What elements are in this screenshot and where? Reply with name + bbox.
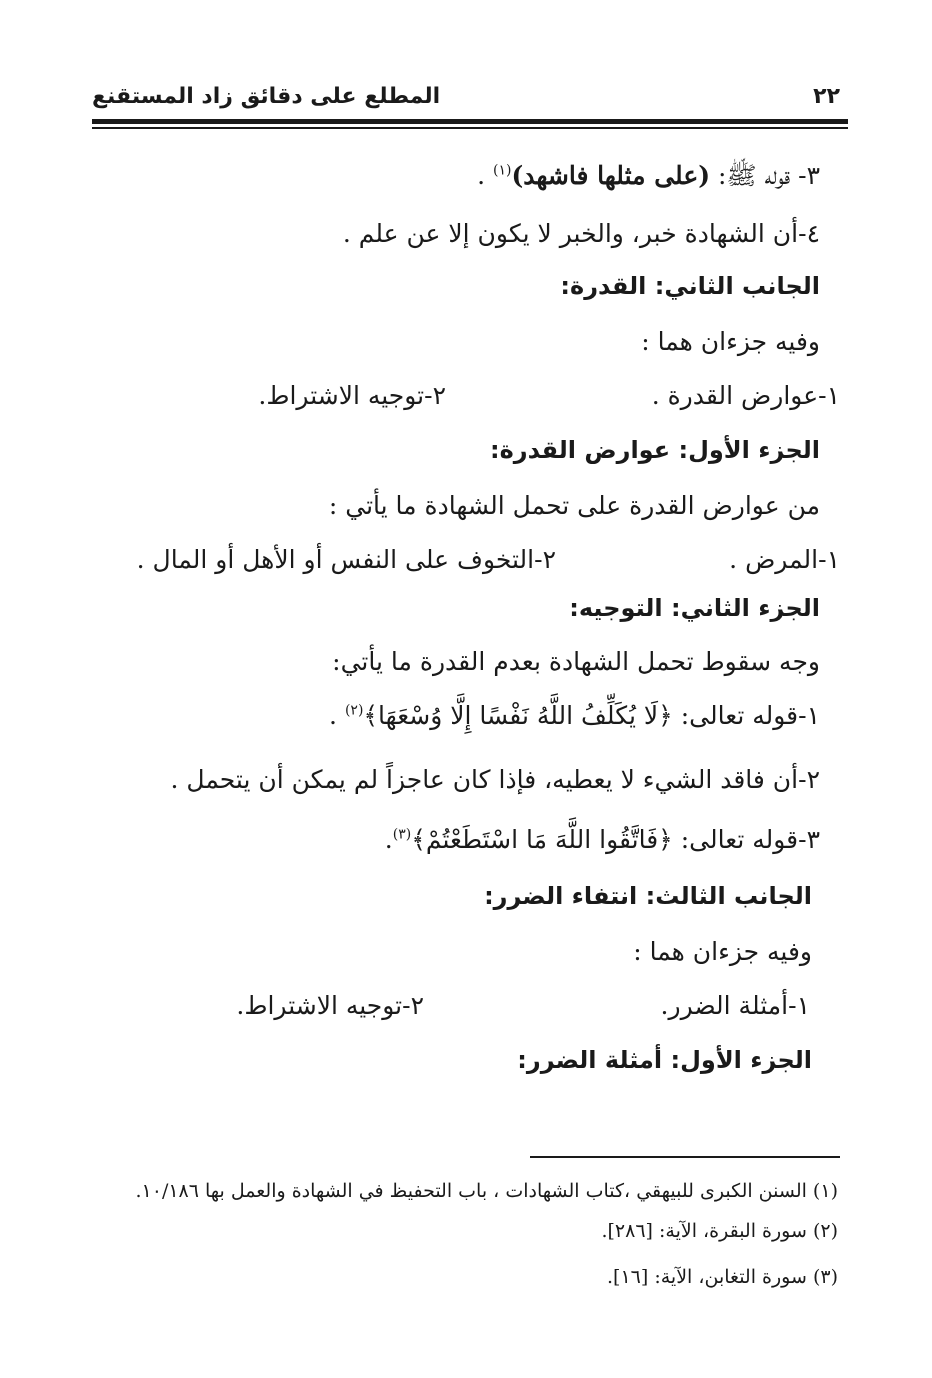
footnote-ref-3: (٣)	[392, 826, 412, 843]
tawjih-3-verse: ﴿فَاتَّقُوا اللَّهَ مَا اسْتَطَعْتُمْ﴾	[411, 825, 673, 854]
tawjih-1-prefix: ١-قوله تعالى:	[672, 701, 820, 730]
footnote-ref-1: (١)	[492, 162, 512, 179]
tawjih-item-3	[385, 820, 820, 860]
footnote-separator	[530, 1156, 840, 1158]
body-line-hadith	[477, 156, 820, 196]
tawjih-1-suffix: .	[329, 701, 345, 730]
heading-amthila: الجزء الأول: أمثلة الضرر:	[517, 1046, 812, 1074]
parts-1-item-1: ١-عوارض القدرة .	[651, 381, 840, 410]
tawjih-item-2: ٢-أن فاقد الشيء لا يعطيه، فإذا كان عاجزاً لم يمكن أن يتحمل .	[170, 765, 820, 794]
header-rule-thick	[92, 119, 848, 124]
parts-1-item-2: ٢-توجيه الاشتراط.	[258, 381, 446, 410]
tawjih-intro: وجه سقوط تحمل الشهادة بعدم القدرة ما يأتي:	[332, 647, 820, 676]
tawjih-3-prefix: ٣-قوله تعالى:	[672, 825, 820, 854]
hadith-suffix: .	[477, 161, 493, 190]
footnote-3: (٣) سورة التغابن، الآية: [١٦].	[607, 1266, 838, 1288]
parts-2-item-1: ١-أمثلة الضرر.	[660, 991, 810, 1020]
tawjih-3-suffix: .	[384, 825, 393, 854]
header-rule-thin	[92, 127, 848, 129]
footnote-2: (٢) سورة البقرة، الآية: [٢٨٦].	[601, 1220, 838, 1242]
awarid-item-2: ٢-التخوف على النفس أو الأهل أو المال .	[136, 545, 556, 574]
awarid-item-1: ١-المرض .	[729, 545, 840, 574]
heading-qudra: الجانب الثاني: القدرة:	[560, 272, 820, 300]
parts-2-item-2: ٢-توجيه الاشتراط.	[236, 991, 424, 1020]
hadith-prefix: ٣- قوله ﷺ:	[710, 161, 820, 190]
page-header	[92, 74, 848, 114]
tawjih-item-1	[329, 696, 820, 736]
footnote-1: (١) السنن الكبرى للبيهقي ،كتاب الشهادات ، باب التحفيظ في الشهادة والعمل بها ١٠/١٨٦.	[135, 1180, 838, 1202]
heading-tawjih: الجزء الثاني: التوجيه:	[569, 594, 820, 622]
parts-intro-2: وفيه جزءان هما :	[633, 937, 812, 966]
body-line-khabar: ٤-أن الشهادة خبر، والخبر لا يكون إلا عن علم .	[342, 219, 820, 248]
hadith-quote: (على مثلها فاشهد)	[511, 161, 711, 190]
footnote-ref-2: (٢)	[344, 702, 364, 719]
tawjih-1-verse: ﴿لَا يُكَلِّفُ اللَّهُ نَفْسًا إِلَّا وُسْعَهَا﴾	[363, 701, 673, 730]
heading-awarid: الجزء الأول: عوارض القدرة:	[490, 436, 820, 464]
awarid-intro: من عوارض القدرة على تحمل الشهادة ما يأتي :	[328, 491, 820, 520]
running-title: المطلع على دقائق زاد المستقنع	[92, 84, 441, 109]
heading-darar: الجانب الثالث: انتفاء الضرر:	[484, 882, 812, 910]
page-number: ٢٢	[813, 84, 840, 109]
parts-intro-1: وفيه جزءان هما :	[641, 327, 820, 356]
